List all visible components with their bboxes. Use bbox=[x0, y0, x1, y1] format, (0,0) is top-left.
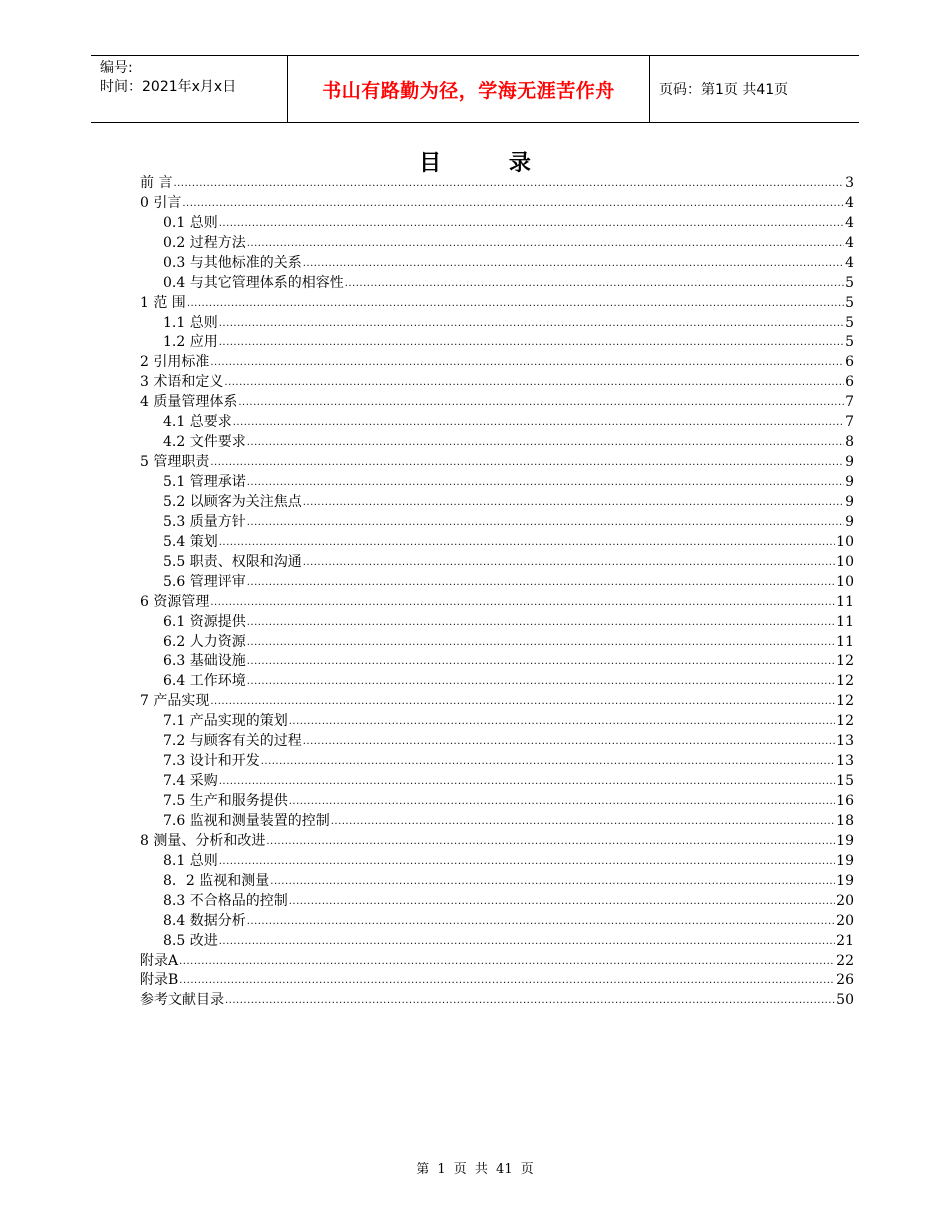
page-header bbox=[91, 55, 859, 123]
toc-entry[interactable] bbox=[140, 730, 854, 750]
toc-leader-dots bbox=[225, 991, 835, 1009]
toc-entry-label: 7.6 监视和测量装置的控制 bbox=[163, 812, 330, 829]
toc-leader-dots bbox=[247, 234, 844, 252]
toc-entry[interactable] bbox=[140, 571, 854, 591]
toc-leader-dots bbox=[303, 553, 835, 571]
toc-entry-label: 5.6 管理评审 bbox=[163, 573, 246, 590]
toc-entry-page: 10 bbox=[836, 553, 854, 570]
toc-entry-label: 4.2 文件要求 bbox=[163, 434, 246, 451]
toc-entry[interactable] bbox=[140, 611, 854, 631]
document-time-label: 时间：2021年x月x日 bbox=[100, 79, 237, 95]
toc-entry-label: 5.3 质量方针 bbox=[163, 513, 246, 530]
toc-entry-page: 19 bbox=[836, 872, 854, 889]
toc-entry[interactable] bbox=[140, 790, 854, 810]
toc-entry-label: 参考文献目录 bbox=[140, 992, 224, 1009]
toc-entry-label: 6 资源管理 bbox=[140, 593, 210, 610]
toc-entry[interactable] bbox=[140, 471, 854, 491]
toc-entry-page: 9 bbox=[845, 493, 854, 510]
toc-leader-dots bbox=[219, 314, 844, 332]
toc-leader-dots bbox=[331, 812, 835, 830]
toc-entry[interactable] bbox=[140, 710, 854, 730]
toc-leader-dots bbox=[247, 473, 844, 491]
toc-entry-label: 4 质量管理体系 bbox=[140, 394, 238, 411]
toc-entry-page: 11 bbox=[836, 593, 854, 610]
toc-entry-page: 9 bbox=[845, 513, 854, 530]
toc-entry[interactable] bbox=[140, 670, 854, 690]
toc-entry-label: 1 范 围 bbox=[140, 294, 186, 311]
toc-entry-label: 5.2 以顾客为关注焦点 bbox=[163, 493, 302, 510]
header-page-info: 页码：第1页 共41页 bbox=[659, 82, 789, 98]
toc-entry-page: 11 bbox=[836, 613, 854, 630]
toc-entry-label: 6.4 工作环境 bbox=[163, 673, 246, 690]
toc-entry-label: 7.2 与顾客有关的过程 bbox=[163, 733, 302, 750]
toc-entry[interactable] bbox=[140, 371, 854, 391]
toc-entry-label: 8.5 改进 bbox=[163, 932, 218, 949]
toc-entry-page: 4 bbox=[845, 254, 854, 271]
toc-entry-label: 0.1 总则 bbox=[163, 214, 218, 231]
toc-leader-dots bbox=[303, 254, 844, 272]
toc-entry-label: 附录B bbox=[140, 972, 179, 989]
header-motto: 书山有路勤为径，学海无涯苦作舟 bbox=[322, 79, 615, 102]
toc-entry-label: 附录A bbox=[140, 952, 179, 969]
toc-entry[interactable] bbox=[140, 252, 854, 272]
toc-entry[interactable] bbox=[140, 989, 854, 1009]
toc-entry-page: 18 bbox=[836, 812, 854, 829]
toc-entry-label: 5.1 管理承诺 bbox=[163, 474, 246, 490]
toc-entry-page: 22 bbox=[836, 952, 854, 969]
toc-entry-label: 8．2 监视和测量 bbox=[163, 872, 270, 889]
toc-entry[interactable] bbox=[140, 690, 854, 710]
toc-entry[interactable] bbox=[140, 910, 854, 930]
toc-entry-label: 0.2 过程方法 bbox=[163, 234, 246, 251]
toc-entry[interactable] bbox=[140, 491, 854, 511]
toc-entry-label: 7.4 采购 bbox=[163, 773, 218, 790]
toc-entry-label: 8.3 不合格品的控制 bbox=[163, 892, 288, 909]
toc-entry[interactable] bbox=[140, 930, 854, 950]
toc-entry-label: 4.1 总要求 bbox=[163, 414, 232, 431]
toc-leader-dots bbox=[247, 433, 844, 451]
toc-leader-dots bbox=[266, 832, 835, 850]
toc-entry[interactable] bbox=[140, 651, 854, 671]
toc-entry-page: 12 bbox=[836, 713, 854, 730]
toc-leader-dots bbox=[210, 593, 835, 611]
toc-entry-label: 6.2 人力资源 bbox=[163, 633, 246, 650]
toc-entry[interactable] bbox=[140, 192, 854, 212]
page-footer: 第 1 页 共 41 页 bbox=[416, 1162, 534, 1177]
toc-entry[interactable] bbox=[140, 970, 854, 990]
toc-leader-dots bbox=[179, 952, 835, 970]
toc-entry-page: 13 bbox=[836, 733, 854, 750]
toc-entry-page: 4 bbox=[845, 214, 854, 231]
toc-entry-page: 5 bbox=[845, 294, 854, 311]
toc-leader-dots bbox=[219, 533, 835, 551]
toc-entry-page: 4 bbox=[845, 194, 854, 211]
toc-entry-page: 5 bbox=[845, 274, 854, 291]
toc-leader-dots bbox=[247, 652, 835, 670]
toc-entry-page: 7 bbox=[845, 394, 854, 411]
toc-entry-page: 19 bbox=[836, 832, 854, 849]
toc-leader-dots bbox=[303, 493, 844, 511]
toc-entry[interactable] bbox=[140, 631, 854, 651]
toc-entry-page: 10 bbox=[836, 533, 854, 550]
toc-entry-page: 7 bbox=[845, 414, 854, 431]
document-number-label: 编号: bbox=[100, 60, 133, 76]
toc-entry[interactable] bbox=[140, 431, 854, 451]
toc-leader-dots bbox=[289, 792, 835, 810]
toc-entry-label: 5 管理职责 bbox=[140, 454, 210, 471]
toc-entry-page: 5 bbox=[845, 334, 854, 351]
toc-entry-page: 13 bbox=[836, 753, 854, 770]
toc-entry-label: 8.1 总则 bbox=[163, 852, 218, 869]
toc-entry-page: 15 bbox=[836, 773, 854, 790]
toc-leader-dots bbox=[289, 892, 835, 910]
toc-entry-label: 7.5 生产和服务提供 bbox=[163, 793, 288, 809]
toc-entry[interactable] bbox=[140, 511, 854, 531]
toc-entry-page: 8 bbox=[845, 434, 854, 451]
toc-entry[interactable] bbox=[140, 232, 854, 252]
toc-entry[interactable] bbox=[140, 351, 854, 371]
toc-entry-page: 26 bbox=[836, 972, 854, 989]
toc-leader-dots bbox=[219, 772, 835, 790]
toc-entry[interactable] bbox=[140, 810, 854, 830]
toc-leader-dots bbox=[210, 453, 844, 471]
toc-entry[interactable] bbox=[140, 272, 854, 292]
toc-leader-dots bbox=[345, 274, 844, 292]
toc-leader-dots bbox=[182, 194, 844, 212]
toc-entry-page: 9 bbox=[845, 474, 854, 490]
toc-entry-page: 9 bbox=[845, 454, 854, 471]
toc-entry-page: 16 bbox=[836, 793, 854, 809]
toc-leader-dots bbox=[247, 573, 835, 591]
toc-leader-dots bbox=[238, 393, 844, 411]
toc-entry[interactable] bbox=[140, 750, 854, 770]
toc-entry-label: 7.1 产品实现的策划 bbox=[163, 713, 288, 730]
toc-entry[interactable] bbox=[140, 591, 854, 611]
toc-leader-dots bbox=[173, 174, 844, 192]
toc-entry-page: 4 bbox=[845, 234, 854, 251]
toc-entry[interactable] bbox=[140, 890, 854, 910]
toc-entry-label: 0 引言 bbox=[140, 194, 182, 211]
toc-entry-label: 5.5 职责、权限和沟通 bbox=[163, 553, 302, 570]
toc-entry[interactable] bbox=[140, 332, 854, 352]
toc-entry[interactable] bbox=[140, 451, 854, 471]
header-page-info-cell bbox=[650, 56, 859, 122]
toc-entry-label: 3 术语和定义 bbox=[140, 374, 224, 391]
toc-leader-dots bbox=[247, 613, 835, 631]
toc-entry-page: 11 bbox=[836, 633, 854, 650]
toc-leader-dots bbox=[247, 672, 835, 690]
toc-leader-dots bbox=[303, 732, 835, 750]
toc-leader-dots bbox=[219, 333, 844, 351]
toc-leader-dots bbox=[219, 932, 835, 950]
toc-entry-page: 20 bbox=[836, 912, 854, 929]
toc-entry-page: 12 bbox=[836, 653, 854, 670]
toc-entry-label: 8.4 数据分析 bbox=[163, 912, 246, 929]
toc-leader-dots bbox=[219, 214, 844, 232]
toc-entry-label: 2 引用标准 bbox=[140, 354, 210, 371]
toc-leader-dots bbox=[210, 353, 844, 371]
toc-entry[interactable] bbox=[140, 531, 854, 551]
toc-entry[interactable] bbox=[140, 950, 854, 970]
toc-entry-page: 50 bbox=[836, 992, 854, 1009]
toc-leader-dots bbox=[233, 413, 844, 431]
toc-entry-label: 0.3 与其他标准的关系 bbox=[163, 254, 302, 271]
toc-entry-label: 1.1 总则 bbox=[163, 314, 218, 331]
table-of-contents bbox=[140, 172, 854, 1009]
toc-entry-label: 7 产品实现 bbox=[140, 693, 210, 710]
toc-entry-label: 8 测量、分析和改进 bbox=[140, 832, 266, 849]
toc-entry-page: 19 bbox=[836, 852, 854, 869]
toc-leader-dots bbox=[261, 752, 835, 770]
toc-entry-page: 3 bbox=[845, 174, 854, 191]
toc-leader-dots bbox=[187, 294, 844, 312]
toc-entry-page: 12 bbox=[836, 693, 854, 710]
toc-entry[interactable] bbox=[140, 172, 854, 192]
toc-entry[interactable] bbox=[140, 391, 854, 411]
toc-leader-dots bbox=[247, 513, 844, 531]
toc-entry-label: 6.3 基础设施 bbox=[163, 653, 246, 670]
toc-entry-label: 1.2 应用 bbox=[163, 334, 218, 351]
header-motto-cell bbox=[287, 56, 650, 122]
toc-entry-page: 21 bbox=[836, 932, 854, 949]
toc-leader-dots bbox=[270, 872, 835, 890]
toc-leader-dots bbox=[247, 912, 835, 930]
toc-entry[interactable] bbox=[140, 551, 854, 571]
toc-title: 目 录 bbox=[419, 150, 561, 176]
toc-leader-dots bbox=[224, 373, 844, 391]
toc-entry[interactable] bbox=[140, 770, 854, 790]
toc-entry-label: 7.3 设计和开发 bbox=[163, 753, 260, 770]
toc-entry-label: 前 言 bbox=[140, 174, 173, 191]
toc-entry[interactable] bbox=[140, 212, 854, 232]
toc-entry-label: 5.4 策划 bbox=[163, 533, 218, 550]
toc-entry-page: 6 bbox=[845, 354, 854, 371]
header-info bbox=[91, 56, 287, 122]
toc-entry-label: 6.1 资源提供 bbox=[163, 613, 246, 630]
toc-entry[interactable] bbox=[140, 870, 854, 890]
toc-leader-dots bbox=[247, 633, 835, 651]
toc-entry-page: 10 bbox=[836, 573, 854, 590]
toc-leader-dots bbox=[289, 712, 835, 730]
toc-entry[interactable] bbox=[140, 830, 854, 850]
toc-entry-page: 6 bbox=[845, 374, 854, 391]
toc-leader-dots bbox=[179, 971, 835, 989]
toc-entry-page: 12 bbox=[836, 673, 854, 690]
toc-entry[interactable] bbox=[140, 850, 854, 870]
toc-entry[interactable] bbox=[140, 312, 854, 332]
toc-entry-page: 20 bbox=[836, 892, 854, 909]
toc-entry-label: 0.4 与其它管理体系的相容性 bbox=[163, 274, 344, 291]
toc-entry-page: 5 bbox=[845, 314, 854, 331]
toc-entry[interactable] bbox=[140, 292, 854, 312]
toc-leader-dots bbox=[210, 692, 835, 710]
toc-leader-dots bbox=[219, 852, 835, 870]
toc-entry[interactable] bbox=[140, 411, 854, 431]
